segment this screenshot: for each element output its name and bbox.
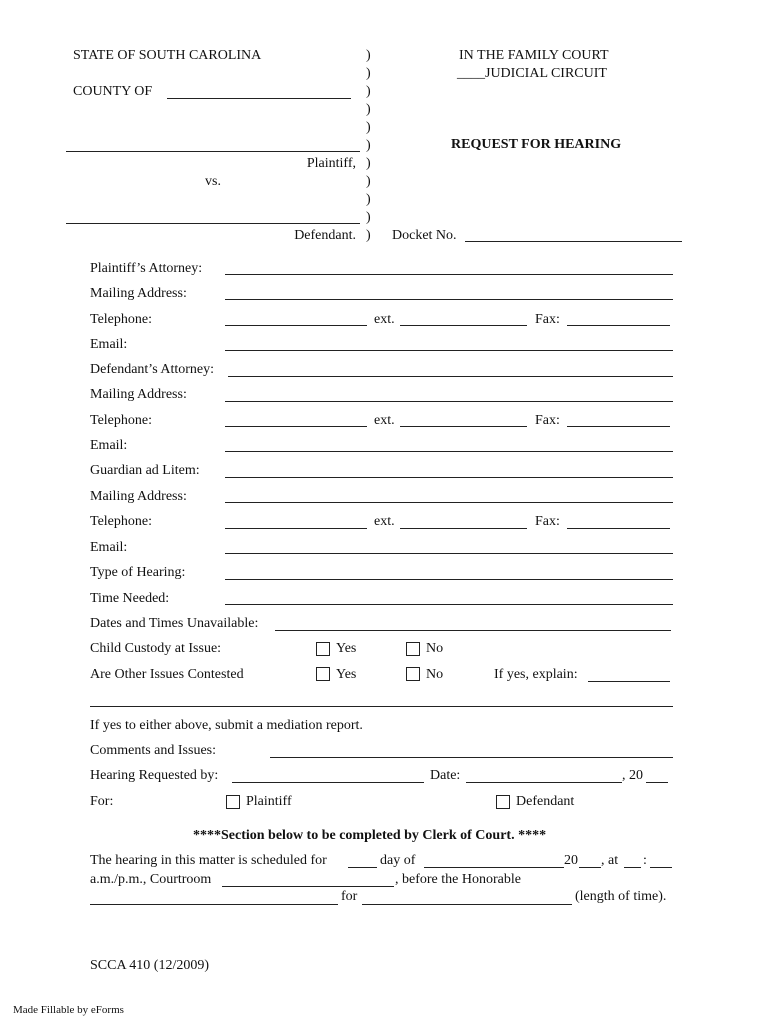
guardian-ext-field[interactable] (400, 528, 527, 529)
dates-unavailable-field[interactable] (275, 630, 671, 631)
guardian-telephone-field[interactable] (225, 528, 367, 529)
email-label: Email: (90, 337, 128, 352)
county-label: COUNTY OF (73, 84, 153, 99)
plaintiff-telephone-field[interactable] (225, 325, 367, 326)
time-needed-label: Time Needed: (90, 591, 170, 606)
email-label: Email: (90, 438, 128, 453)
court-label: IN THE FAMILY COURT (459, 48, 609, 63)
mailing-address-label: Mailing Address: (90, 387, 187, 402)
at-text: , at (601, 853, 619, 868)
page-title: REQUEST FOR HEARING (451, 137, 622, 152)
for-text: for (341, 889, 358, 904)
explain-field-continued[interactable] (90, 706, 673, 707)
type-of-hearing-label: Type of Hearing: (90, 565, 186, 580)
mediation-note: If yes to either above, submit a mediation report. (90, 718, 363, 733)
judge-field[interactable] (90, 904, 338, 905)
day-field[interactable] (348, 867, 377, 868)
colon-text: : (643, 853, 647, 868)
state-label: STATE OF SOUTH CAROLINA (73, 48, 262, 63)
guardian-label: Guardian ad Litem: (90, 463, 200, 478)
comments-label: Comments and Issues: (90, 743, 216, 758)
clerk-section-heading: ****Section below to be completed by Clerk of Court. **** (193, 828, 547, 843)
defendant-attorney-label: Defendant’s Attorney: (90, 362, 215, 377)
caption-paren: ) (366, 66, 371, 81)
date-field[interactable] (466, 782, 622, 783)
plaintiff-caption: Plaintiff, (306, 156, 356, 171)
caption-paren: ) (366, 84, 371, 99)
guardian-field[interactable] (225, 477, 673, 478)
time-needed-field[interactable] (225, 604, 673, 605)
year-prefix: , 20 (622, 768, 643, 783)
county-field[interactable] (167, 98, 351, 99)
defendant-caption: Defendant. (294, 228, 356, 243)
mailing-address-label: Mailing Address: (90, 286, 187, 301)
no-label: No (426, 667, 444, 682)
plaintiff-attorney-field[interactable] (225, 274, 673, 275)
fax-label: Fax: (535, 514, 560, 529)
plaintiff-mailing-field[interactable] (225, 299, 673, 300)
length-of-time-field[interactable] (362, 904, 572, 905)
caption-paren: ) (366, 174, 371, 189)
other-issues-yes-checkbox[interactable] (316, 667, 330, 681)
plaintiff-name-field[interactable] (66, 151, 360, 152)
scheduled-year-field[interactable] (579, 867, 601, 868)
docket-label: Docket No. (392, 228, 457, 243)
mailing-address-label: Mailing Address: (90, 489, 187, 504)
month-field[interactable] (424, 867, 564, 868)
vs-label: vs. (205, 174, 221, 189)
minute-field[interactable] (650, 867, 672, 868)
other-issues-label: Are Other Issues Contested (90, 667, 244, 682)
caption-paren: ) (366, 228, 371, 243)
day-of-text: day of (380, 853, 416, 868)
child-custody-label: Child Custody at Issue: (90, 641, 222, 656)
defendant-mailing-field[interactable] (225, 401, 673, 402)
caption-paren: ) (366, 156, 371, 171)
dates-unavailable-label: Dates and Times Unavailable: (90, 616, 259, 631)
explain-field[interactable] (588, 681, 670, 682)
length-of-time-text: (length of time). (575, 889, 667, 904)
for-plaintiff-checkbox[interactable] (226, 795, 240, 809)
caption-paren: ) (366, 48, 371, 63)
caption-paren: ) (366, 120, 371, 135)
other-issues-no-checkbox[interactable] (406, 667, 420, 681)
guardian-mailing-field[interactable] (225, 502, 673, 503)
plaintiff-label: Plaintiff (246, 794, 292, 809)
circuit-text: JUDICIAL CIRCUIT (485, 66, 607, 81)
yes-label: Yes (336, 667, 357, 682)
defendant-email-field[interactable] (225, 451, 673, 452)
hearing-requested-by-field[interactable] (232, 782, 424, 783)
guardian-fax-field[interactable] (567, 528, 670, 529)
form-id: SCCA 410 (12/2009) (90, 958, 210, 973)
caption-paren: ) (366, 192, 371, 207)
docket-field[interactable] (465, 241, 682, 242)
guardian-email-field[interactable] (225, 553, 673, 554)
courtroom-field[interactable] (222, 886, 394, 887)
type-of-hearing-field[interactable] (225, 579, 673, 580)
circuit-blank[interactable]: ____ (457, 66, 485, 81)
caption-paren: ) (366, 138, 371, 153)
yes-label: Yes (336, 641, 357, 656)
made-fillable-note: Made Fillable by eForms (13, 1004, 124, 1016)
defendant-telephone-field[interactable] (225, 426, 367, 427)
for-label: For: (90, 794, 114, 809)
comments-field[interactable] (270, 757, 673, 758)
for-defendant-checkbox[interactable] (496, 795, 510, 809)
ext-label: ext. (374, 514, 395, 529)
circuit-label (457, 66, 607, 82)
hour-field[interactable] (624, 867, 641, 868)
caption-paren: ) (366, 102, 371, 117)
hearing-requested-by-label: Hearing Requested by: (90, 768, 219, 783)
plaintiff-email-field[interactable] (225, 350, 673, 351)
plaintiff-attorney-label: Plaintiff’s Attorney: (90, 261, 203, 276)
caption-paren: ) (366, 210, 371, 225)
defendant-name-field[interactable] (66, 223, 360, 224)
year-field[interactable] (646, 782, 668, 783)
if-yes-explain-label: If yes, explain: (494, 667, 578, 682)
no-label: No (426, 641, 444, 656)
fax-label: Fax: (535, 312, 560, 327)
child-custody-no-checkbox[interactable] (406, 642, 420, 656)
defendant-fax-field[interactable] (567, 426, 670, 427)
year-20-text: 20 (564, 853, 578, 868)
defendant-label: Defendant (516, 794, 575, 809)
plaintiff-fax-field[interactable] (567, 325, 670, 326)
ampm-courtroom-text: a.m./p.m., Courtroom (90, 872, 212, 887)
telephone-label: Telephone: (90, 514, 152, 529)
defendant-ext-field[interactable] (400, 426, 527, 427)
email-label: Email: (90, 540, 128, 555)
child-custody-yes-checkbox[interactable] (316, 642, 330, 656)
defendant-attorney-field[interactable] (228, 376, 673, 377)
before-honorable-text: , before the Honorable (395, 872, 521, 887)
telephone-label: Telephone: (90, 413, 152, 428)
ext-label: ext. (374, 413, 395, 428)
date-label: Date: (430, 768, 461, 783)
schedule-text-1: The hearing in this matter is scheduled for (90, 853, 327, 868)
ext-label: ext. (374, 312, 395, 327)
telephone-label: Telephone: (90, 312, 152, 327)
fax-label: Fax: (535, 413, 560, 428)
plaintiff-ext-field[interactable] (400, 325, 527, 326)
